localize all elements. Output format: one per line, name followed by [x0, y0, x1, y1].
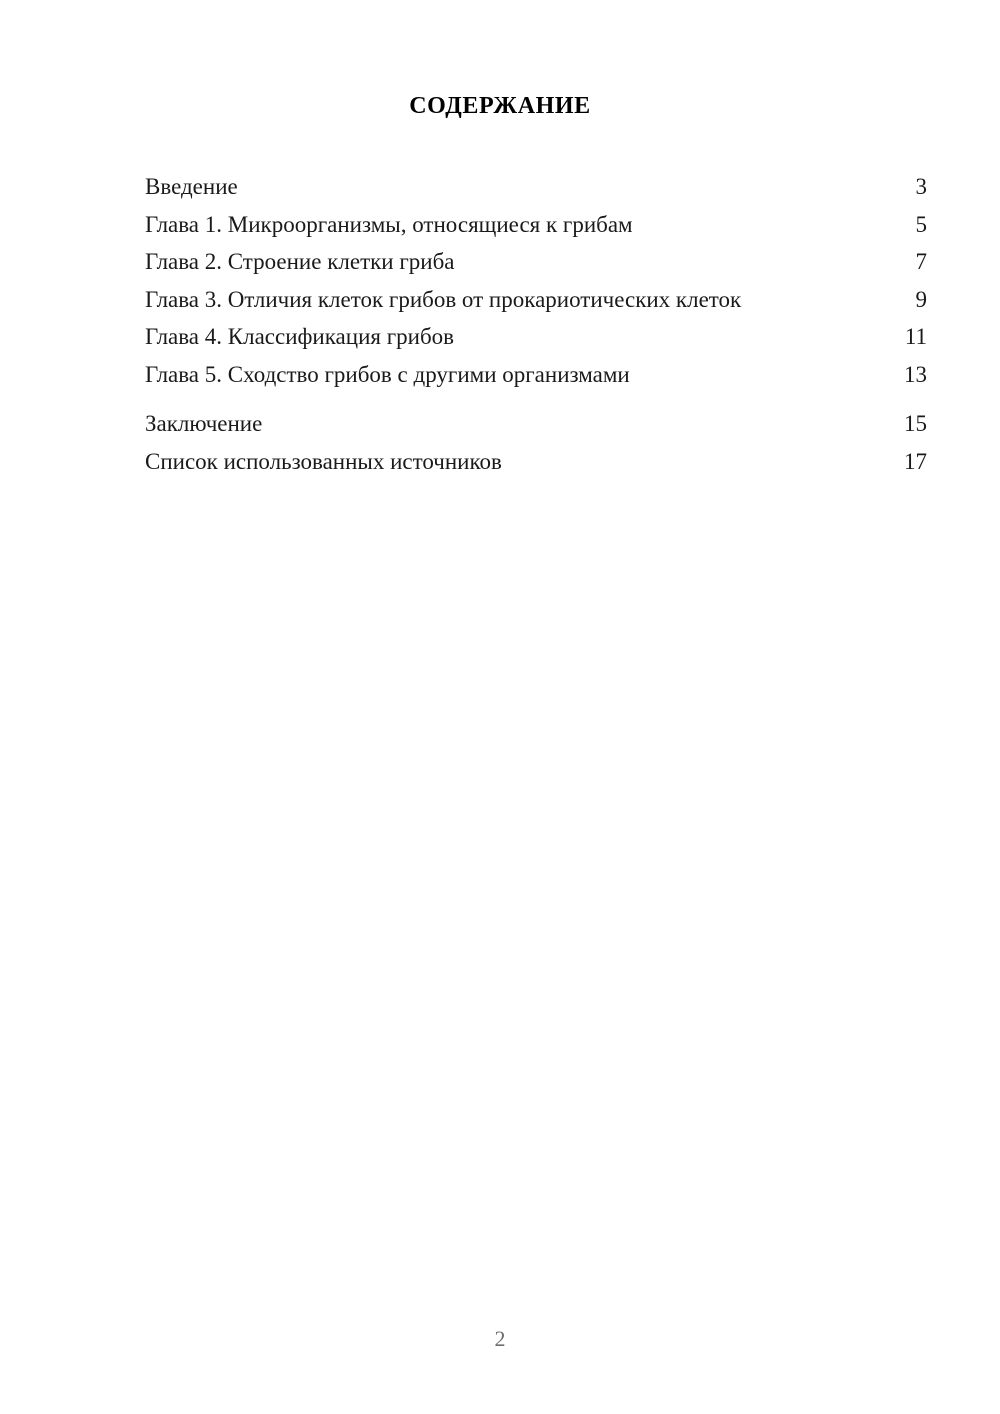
toc-entry[interactable]	[145, 168, 927, 206]
page-title: СОДЕРЖАНИЕ	[409, 93, 591, 119]
toc-entry-page-number: 7	[915, 249, 927, 274]
toc-entry[interactable]	[145, 243, 927, 281]
toc-entry[interactable]	[145, 443, 927, 481]
toc-entry-page-number: 11	[904, 324, 927, 349]
toc-entry-page-number: 13	[904, 361, 927, 387]
toc-entry-page-number: 17	[904, 448, 927, 474]
toc-entry-label: Введение	[145, 174, 238, 199]
toc-entry-page-number: 3	[915, 174, 927, 199]
toc-entry-label: Глава 5. Сходство грибов с другими организмами	[145, 361, 630, 387]
toc-entry[interactable]	[145, 206, 927, 244]
footer-page-number: 2	[494, 1326, 506, 1351]
toc-entry-label: Глава 3. Отличия клеток грибов от прокариотических клеток	[145, 286, 742, 312]
toc-entry-page-number: 15	[904, 411, 927, 436]
table-of-contents	[145, 168, 927, 480]
toc-entry[interactable]	[145, 281, 927, 319]
toc-entry-label: Список использованных источников	[145, 448, 502, 474]
toc-entry[interactable]	[145, 356, 927, 394]
toc-entry-label: Заключение	[145, 411, 263, 436]
toc-entry-label: Глава 1. Микроорганизмы, относящиеся к грибам	[145, 211, 633, 237]
toc-entry-page-number: 9	[915, 286, 927, 312]
toc-entry[interactable]	[145, 318, 927, 356]
toc-entry-label: Глава 4. Классификация грибов	[145, 324, 455, 349]
toc-entry[interactable]	[145, 405, 927, 443]
toc-entry-label: Глава 2. Строение клетки гриба	[145, 249, 455, 274]
toc-entry-page-number: 5	[915, 211, 927, 237]
